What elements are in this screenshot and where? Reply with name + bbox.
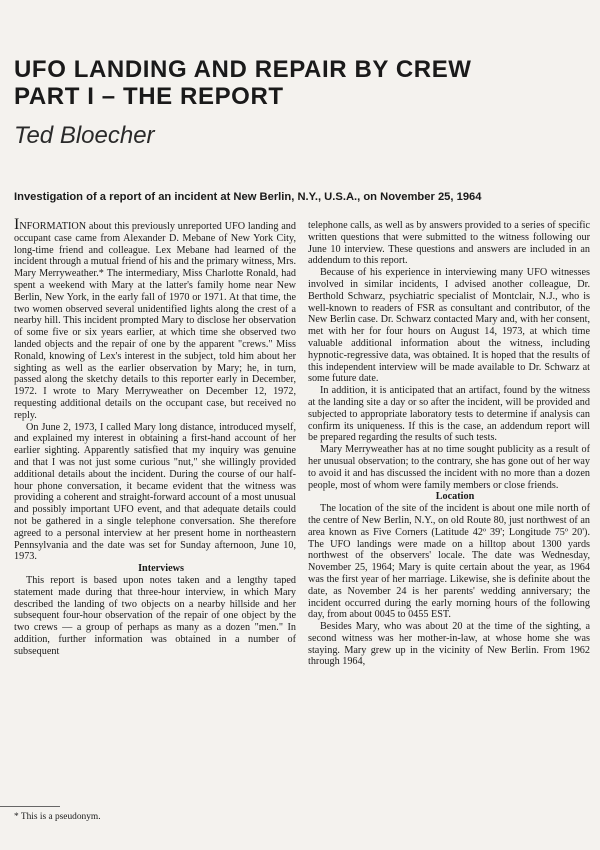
paragraph: Because of his experience in interviewing many UFO witnesses involved in similar incidents, I advised another colleague, Dr. Berthold Schwarz, psychiatric specialist of Montclair, N.J., who is well-known to readers of FSR as consultant and contributor, of the New Berlin case. Dr. Schwarz contacted Mary and, with her consent, met with her for four hours on August 14, 1973, at which time valuable additional information about the witness, including hypnotic-regressive data, was obtained. It is hoped that the results of this independent interview will be made available to Dr. Schwarz at some future date. — [308, 267, 590, 385]
paragraph: This report is based upon notes taken and a lengthy taped statement made during that three-hour interview, in which Mary described the landing of two objects on a nearby hillside and her subsequent four-hour observation of the repair of one object by the two crews — a group of perhaps as many as a dozen "men." In addition, further information was obtained in a number of subsequent — [14, 574, 296, 657]
paragraph: In addition, it is anticipated that an artifact, found by the witness at the landing site a day or so after the incident, will be provided and subjected to appropriate laboratory tests to determine if analysis can confirm its uniqueness. If this is the case, an addendum report will be prepared regarding the results of such tests. — [308, 385, 590, 444]
section-heading-location: Location — [435, 491, 475, 503]
drop-cap: I — [14, 216, 20, 233]
right-column — [308, 220, 590, 668]
article-title — [14, 56, 586, 110]
paragraph: Mary Merryweather has at no time sought publicity as a result of her unusual observation; to the contrary, she has gone out of her way to avoid it and has discussed the incident with no more than a dozen people, most of whom were family members or close friends. — [308, 444, 590, 491]
paragraph: telephone calls, as well as by answers provided to a series of specific written questions that were submitted to the witness following our June 10 interview. These questions and answers are included in an addendum to this report. — [308, 220, 590, 267]
section-heading-interviews: Interviews — [138, 563, 184, 575]
paragraph-text: NFORMATION about this previously unreported UFO landing and occupant case came from Alexander D. Mebane of New York City, long-time friend and colleague. Lex Mebane had learned of the incident through a mutual friend of his and the primary witness, Mrs. Mary Merryweather.* The intermediary, Miss Charlotte Ronald, had spent a weekend with Mary at the latter's family home near New Berlin, New York, in the early fall of 1970 or 1971. At that time, the two women observed several unidentified lights along the crest of a nearby hill. This incident prompted Mary to disclose her observation of some five or six years earlier, at which time she observed two landed objects and the repair of one by the apparent "crews." Miss Ronald, knowing of Lex's interest in the subject, told him about her sighting as well as the earlier observation by Mary; he, in turn, passed along the sketchy details to this reporter early in December, 1972. I wrote to Mary Merryweather on December 12, 1972, requesting additional details on the occupant case, but received no reply. — [14, 221, 296, 421]
title-line-1: UFO LANDING AND REPAIR BY CREW — [14, 56, 472, 83]
paragraph: Besides Mary, who was about 20 at the time of the sighting, a second witness was her mother-in-law, at whose home she was staying. Mary grew up in the vicinity of New Berlin. From 1962 through 1964, — [308, 621, 590, 668]
footnote-rule — [0, 806, 60, 807]
footnote: * This is a pseudonym. — [14, 812, 101, 822]
left-column — [14, 216, 296, 657]
paragraph: On June 2, 1973, I called Mary long distance, introduced myself, and explained my interest in obtaining a first-hand account of her earlier sighting. Apparently satisfied that my inquiry was genuine and that I was not just some curious "nut," she willingly provided additional details about the incident. During the course of our half-hour phone conversation, it became evident that the witness was providing a coherent and straight-forward account of a most unusual and possibly important UFO event, and that adequate details could not be gathered in a single telephone conversation. She therefore agreed to a personal interview at her present home in northeastern Pennsylvania and the date was set for Sunday afternoon, June 10, 1973. — [14, 421, 296, 563]
paragraph: The location of the site of the incident is about one mile north of the centre of New Berlin, N.Y., on old Route 80, just northwest of an area known as Five Corners (Latitude 42º 39'; Longitude 75º 20'). The UFO landings were made on a hilltop about 1300 yards northwest of the observers' locale. The date was Wednesday, November 25, 1964; Mary is quite certain about the year, as 1964 was the first year of her marriage. Likewise, she is definite about the date, as November 24 is her parents' wedding anniversary; the incident occurred during the early morning hours of the following day, from about 0045 to 0455 EST. — [308, 503, 590, 621]
article-subtitle: Investigation of a report of an incident at New Berlin, N.Y., U.S.A., on November 25, 1964 — [14, 191, 482, 203]
author-name: Ted Bloecher — [14, 122, 155, 149]
paragraph — [14, 216, 296, 422]
title-line-2: PART I – THE REPORT — [14, 83, 284, 110]
